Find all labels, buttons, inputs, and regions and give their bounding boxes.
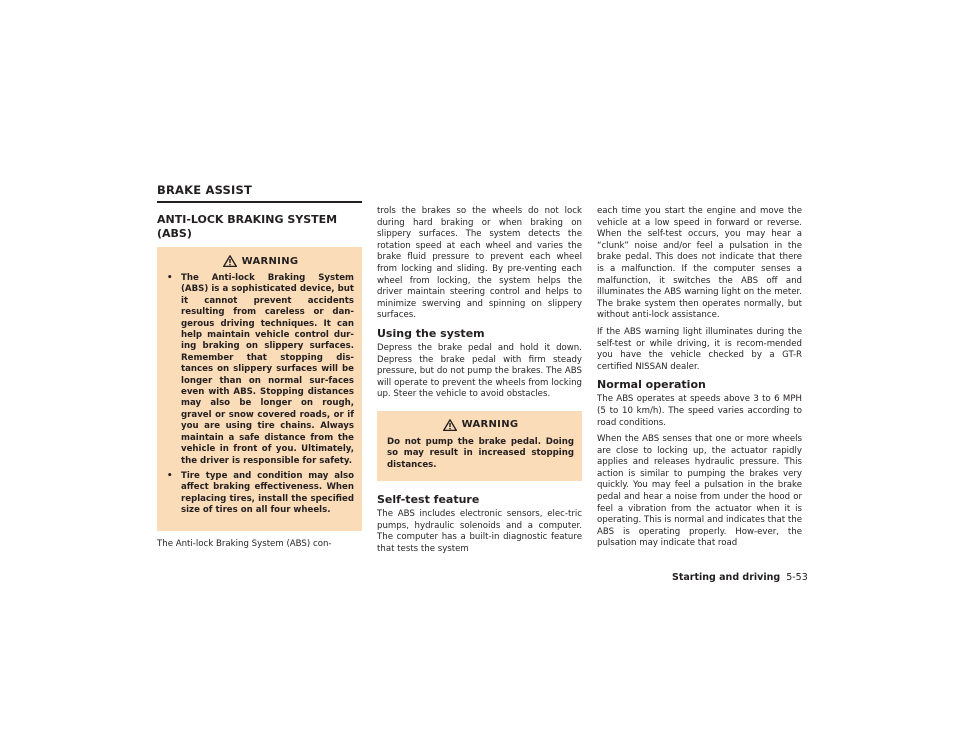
normal-operation-p2: When the ABS senses that one or more wheels are close to locking up, the actuator rapidly applies and releases hydraulic pressure. This action is similar to pumping the brakes very quickly. You may feel a pulsation in the brake pedal and hear a noise from under the hood or feel a vibration from the actuator when it is operating. This is normal and indicates that the ABS is operating properly. How-ever, the pulsation may indicate that road (597, 434, 802, 549)
abs-title: ANTI-LOCK BRAKING SYSTEM (ABS) (157, 213, 338, 240)
self-test-body-2: If the ABS warning light illuminates during the self-test or while driving, it is recom-mended you have the vehicle checked by a GT-R certified NISSAN dealer. (597, 326, 802, 372)
section-header (157, 184, 362, 203)
page-footer (672, 572, 808, 583)
normal-operation-heading: Normal operation (597, 378, 706, 392)
using-system-body: Depress the brake pedal and hold it down. Depress the brake pedal with firm steady pressure, but do not pump the brakes. The ABS will operate to prevent the wheels from locking up. Steer the vehicle to avoid obstacles. (377, 342, 582, 400)
warning-text: Do not pump the brake pedal. Doing so may result in increased stopping distances. (387, 436, 574, 470)
normal-operation-p1: The ABS operates at speeds above 3 to 6 MPH (5 to 10 km/h). The speed varies according to road conditions. (597, 394, 802, 428)
warning-header (387, 419, 574, 431)
bullet: • (167, 273, 173, 283)
warning-header (167, 255, 354, 267)
warning-item (167, 471, 354, 517)
warning-item-text: Tire type and condition may also affect braking effectiveness. When replacing tires, install the specified size of tires on all four wheels. (181, 470, 354, 516)
column-1 (157, 206, 362, 555)
section-label: BRAKE ASSIST (157, 183, 253, 197)
warning-box-pump (377, 411, 582, 481)
warning-item-text: The Anti-lock Braking System (ABS) is a sophisticated device, but it cannot prevent accidents resulting from careless or dan-gerous driving techniques. It can help maintain vehicle control dur-ing braking on slippery surfaces. Remember that stopping dis-tances on slippery surfaces will be longer than on normal sur-faces even with ABS. Stopping distances may also be longer on rough, gravel or snow covered roads, or if you are using tire chains. Always maintain a safe distance from the vehicle in front of you. Ultimately, the driver is responsible for safety. (181, 273, 354, 466)
abs-intro-start: The Anti-lock Braking System (ABS) con- (157, 538, 332, 549)
section-rule (157, 201, 362, 203)
bullet: • (167, 470, 173, 481)
warning-box-abs (157, 247, 362, 531)
footer-section: Starting and driving (672, 572, 781, 583)
warning-triangle-icon (223, 255, 237, 267)
warning-triangle-icon (443, 419, 457, 431)
self-test-body-continued: each time you start the engine and move the vehicle at a low speed in forward or reverse. When the self-test occurs, you may hear a “clunk” noise and/or feel a pulsation in the brake pedal. This does not indicate that there is a malfunction. If the computer senses a malfunction, it switches the ABS off and illuminates the ABS warning light on the meter. The brake system then operates normally, but without anti-lock assistance. (597, 206, 802, 321)
self-test-body-start: The ABS includes electronic sensors, elec-tric pumps, hydraulic solenoids and a computer. The computer has a built-in diagnostic feature that tests the system (377, 509, 582, 554)
column-2 (377, 206, 582, 561)
footer-page-number: 5-53 (786, 572, 808, 583)
warning-title: WARNING (461, 419, 519, 431)
self-test-heading: Self-test feature (377, 493, 480, 507)
abs-intro-continued: trols the brakes so the wheels do not lock during hard braking or when braking on slippery surfaces. The system detects the rotation speed at each wheel and varies the brake fluid pressure to prevent each wheel from locking and sliding. By pre-venting each wheel from locking, the system helps the driver maintain steering control and helps to minimize swerving and spinning on slippery surfaces. (377, 206, 582, 321)
warning-list (167, 273, 354, 517)
warning-title: WARNING (241, 255, 299, 267)
using-system-heading: Using the system (377, 326, 485, 340)
column-3 (597, 206, 802, 555)
warning-item (167, 273, 354, 467)
